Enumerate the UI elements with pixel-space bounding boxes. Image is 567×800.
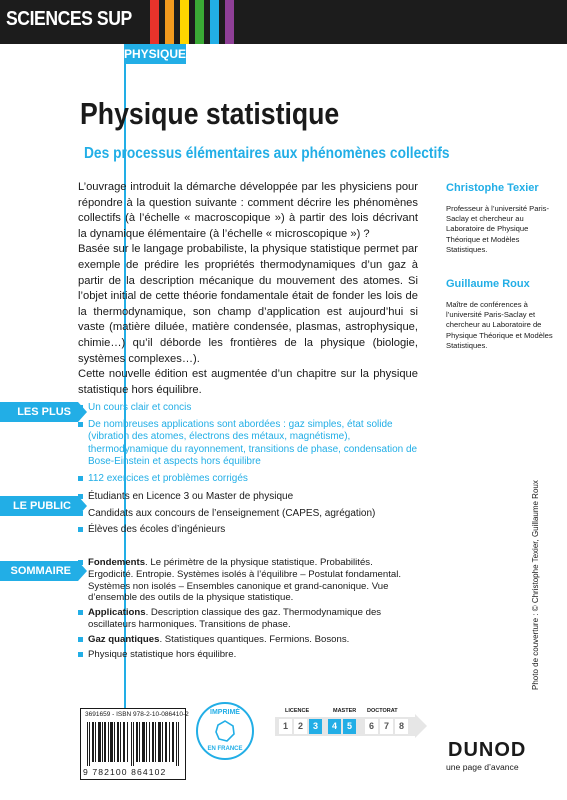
level-number: 4: [328, 719, 341, 734]
level-number: 5: [343, 719, 356, 734]
printed-in-france-stamp: [196, 702, 254, 760]
color-stripes: [150, 0, 240, 44]
les-plus-list: [78, 402, 428, 490]
list-item: De nombreuses applications sont abordées : gaz simples, état solide (vibration des atomes, électrons des métaux, magnétisme), thermodynamique du rayonnement, transitions de phase, condensation de Bose-Einstein et aspects hors équilibre: [78, 419, 428, 469]
book-subtitle: Des processus élémentaires aux phénomènes collectifs: [84, 145, 450, 162]
section-label-sommaire: SOMMAIRE: [0, 561, 78, 581]
list-item: [78, 607, 418, 631]
author-block: [446, 182, 561, 255]
level-number: 1: [279, 719, 292, 734]
chapter-text: . Statistiques quantiques. Fermions. Bosons.: [159, 633, 350, 645]
level-number: 7: [380, 719, 393, 734]
level-number: 2: [294, 719, 307, 734]
author-bio: Maître de conférences à l’université Paris-Saclay et chercheur au Laboratoire de Physique Théorique et Modèles Statistiques.: [446, 300, 553, 350]
intro-paragraph: Cette nouvelle édition est augmentée d’un chapitre sur la physique statistique hors équilibre.: [78, 368, 418, 396]
stripe-orange: [165, 0, 174, 44]
book-title: Physique statistique: [80, 96, 340, 131]
discipline-tag: PHYSIQUE: [124, 44, 186, 64]
list-item: 112 exercices et problèmes corrigés: [78, 473, 428, 486]
author-block: [446, 278, 561, 351]
chapter-heading: Gaz quantiques: [88, 633, 160, 645]
list-item: [78, 557, 418, 604]
list-item: [78, 634, 418, 646]
list-item: Étudiants en Licence 3 ou Master de physique: [78, 491, 428, 504]
level-number: 8: [395, 719, 408, 734]
level-indicator: [275, 708, 435, 738]
barcode-digits: 9 782100 864102: [83, 767, 167, 777]
intro-paragraph: Basée sur le langage probabiliste, la physique statistique permet par exemple de prédire les propriétés thermodynamiques d’un gaz à partir de la description mécanique du mouvement des atomes. Si l’objet initial de cette théorie fondamentale était de fonder les lois de la thermodynamique, son champ d’application est aujourd’hui si vaste (matière diluée, matière condensée, plasmas, astrophysique, chimie…) qu’il déborde les frontières de la physique (biologie, systèmes complexes…).: [78, 243, 418, 365]
chapter-text: . Description classique des gaz. Thermodynamique des oscillateurs harmoniques. Transitions de phase.: [88, 607, 382, 630]
photo-credit: Photo de couverture : © Christophe Texier, Guillaume Roux: [531, 480, 540, 690]
level-master-label: MASTER: [333, 708, 357, 714]
stripe-green: [195, 0, 204, 44]
level-licence-label: LICENCE: [285, 708, 310, 714]
section-label-le-public: LE PUBLIC: [0, 496, 78, 516]
intro-text: [78, 180, 418, 398]
chapter-text: Physique statistique hors équilibre.: [88, 648, 237, 660]
stamp-top-text: IMPRIMÉ: [210, 709, 240, 716]
level-bar-arrow: [415, 714, 427, 738]
stamp-bottom-text: EN FRANCE: [207, 746, 243, 752]
france-map-icon: [214, 720, 236, 742]
author-bio: Professeur à l’université Paris-Saclay et chercheur au Laboratoire de Physique Théorique et Modèles Statistiques.: [446, 204, 549, 254]
level-number: 3: [309, 719, 322, 734]
series-name: SCIENCES SUP: [6, 8, 132, 30]
stripe-yellow: [180, 0, 189, 44]
publisher-logo: DUNOD: [448, 739, 527, 761]
section-label-les-plus: LES PLUS: [0, 402, 78, 422]
le-public-list: [78, 491, 428, 541]
top-banner: [0, 0, 567, 44]
list-item: Élèves des écoles d’ingénieurs: [78, 524, 428, 537]
author-name: Guillaume Roux: [446, 278, 530, 290]
chapter-heading: Applications: [88, 607, 146, 619]
sommaire-list: [78, 557, 418, 663]
publisher-tagline: une page d’avance: [446, 762, 519, 772]
level-number: 6: [365, 719, 378, 734]
chapter-heading: Fondements: [88, 557, 146, 568]
barcode-icon: [87, 722, 179, 766]
author-name: Christophe Texier: [446, 182, 539, 194]
list-item: [78, 649, 418, 661]
isbn-barcode-box: [80, 708, 189, 780]
intro-paragraph: L’ouvrage introduit la démarche développée par les physiciens pour répondre à la question suivante : comment décrire les phénomènes collectifs (à l’échelle « macroscopique ») à partir des lois décrivant la dynamique élémentaire (à l’échelle « microscopique ») ?: [78, 181, 418, 240]
list-item: Un cours clair et concis: [78, 402, 428, 415]
stripe-red: [150, 0, 159, 44]
chapter-text: . Le périmètre de la physique statistique. Probabilités. Ergodicité. Entropie. Systèmes isolés à l’équilibre – Postulat fondamental. Systèmes non isolés – Ensembles canonique et grand-canonique. Vue d’ensemble des outils de la physique statistique.: [88, 557, 402, 604]
isbn-line: 3691659 - ISBN 978-2-10-086410-2: [85, 711, 189, 718]
stripe-purple: [225, 0, 234, 44]
list-item: Candidats aux concours de l’enseignement (CAPES, agrégation): [78, 508, 428, 521]
stripe-blue: [210, 0, 219, 44]
level-doctorat-label: DOCTORAT: [367, 708, 398, 714]
